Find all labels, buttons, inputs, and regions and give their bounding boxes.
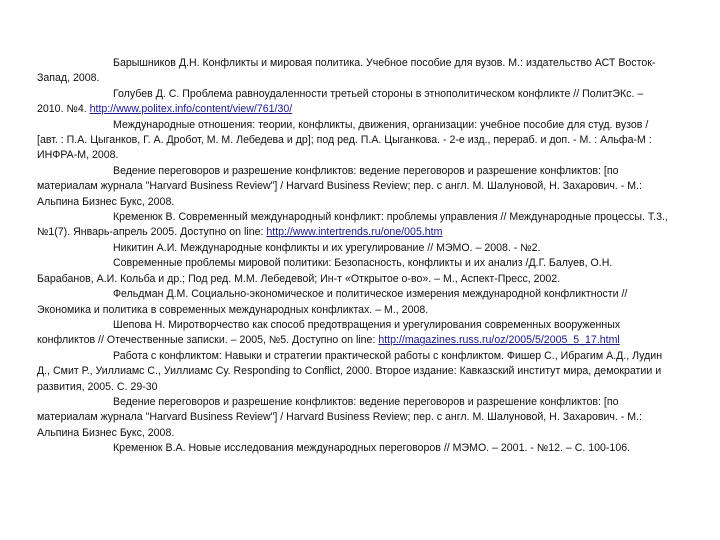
reference-text: Кременюк В. Современный международный конфликт: проблемы управления // Международные процессы. Т.3., №1(7). Январь-апрель 2005. Доступно on line:: [37, 211, 668, 239]
reference-item: [37, 241, 669, 256]
reference-item: [37, 441, 669, 456]
reference-item: [37, 318, 669, 349]
reference-item: [37, 395, 669, 441]
reference-item: [37, 287, 669, 318]
reference-text: Международные отношения: теории, конфликты, движения, организации: учебное пособие для студ. вузов / [авт. : П.А. Цыганков, Г. А. Дробот, М. М. Лебедева и др]; под ред. П.А. Цыганкова. - 2-е изд., перераб. и доп. - М. : Альфа-М : ИНФРА-М, 2008.: [37, 118, 652, 162]
reference-text: Шепова Н. Миротворчество как способ предотвращения и урегулирования современных вооруженных конфликтов // Отечественные записки. – 2005, №5. Доступно on line:: [37, 318, 621, 347]
reference-text: Никитин А.И. Международные конфликты и их урегулирование // МЭМО. – 2008. - №2.: [113, 241, 541, 254]
reference-text: Ведение переговоров и разрешение конфликтов: ведение переговоров и разрешение конфликтов: [по материалам журнала "Harvard Business Review"] / Harvard Business Review; пер. с англ. М. Шалуновой, Н. Захарович. - М.: Альпина Бизнес Букс, 2008.: [37, 395, 642, 439]
reference-item: [37, 256, 669, 287]
reference-link[interactable]: http://www.intertrends.ru/one/005.htm: [266, 226, 443, 239]
reference-item: [37, 56, 669, 87]
reference-link[interactable]: http://magazines.russ.ru/oz/2005/5/2005_5_17.html: [378, 334, 620, 347]
reference-item: [37, 87, 669, 118]
reference-list: [37, 56, 669, 457]
reference-item: [37, 349, 669, 395]
reference-text: Работа с конфликтом: Навыки и стратегии практической работы с конфликтом. Фишер С., Ибрагим А.Д., Лудин Д., Смит Р., Уиллиамс С., Уиллиамс Су. Responding to Conflict, 2000. Второе издание: Кавказский институт мира, демократии и развития, 2005. С. 29-30: [37, 349, 663, 393]
reference-text: Кременюк В.А. Новые исследования международных переговоров // МЭМО. – 2001. - №12. – С. 100-106.: [113, 442, 631, 455]
reference-text: Ведение переговоров и разрешение конфликтов: ведение переговоров и разрешение конфликтов: [по материалам журнала "Harvard Business Review"] / Harvard Business Review; пер. с англ. М. Шалуновой, Н. Захарович. - М.: Альпина Бизнес Букс, 2008.: [37, 164, 642, 208]
reference-item: [37, 164, 669, 210]
reference-text: Фельдман Д.М. Социально-экономическое и политическое измерения международной конфликтности // Экономика и политика в современных международных конфликтах. – М., 2008.: [37, 288, 628, 316]
reference-link[interactable]: http://www.politex.info/content/view/761/30/: [89, 103, 293, 116]
reference-item: [37, 210, 669, 241]
reference-text: Голубев Д. С. Проблема равноудаленности третьей стороны в этнополитическом конфликте // ПолитЭКс. – 2010. №4.: [37, 87, 644, 116]
reference-text: Современные проблемы мировой политики: Безопасность, конфликты и их анализ /Д.Г. Балуев, О.Н. Барабанов, А.И. Кольба и др.; Под ред. М.М. Лебедевой; Ин-т «Открытое о-во». – М., Аспект-Пресс, 2002.: [37, 257, 613, 285]
reference-text: Барышников Д.Н. Конфликты и мировая политика. Учебное пособие для вузов. М.: издательство АСТ Восток-Запад, 2008.: [37, 57, 656, 85]
reference-item: [37, 118, 669, 164]
